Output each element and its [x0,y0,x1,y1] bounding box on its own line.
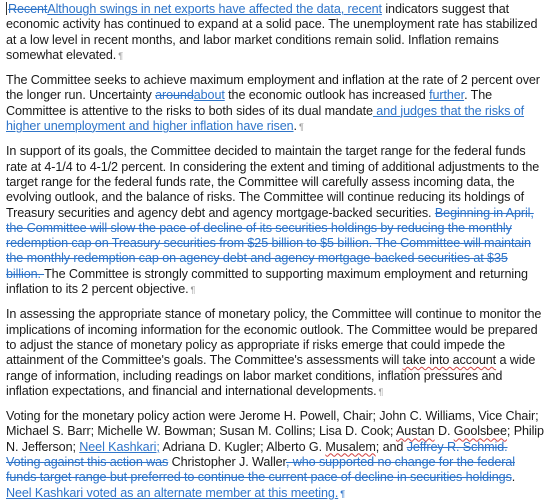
text-run: The Committee is strongly committed to supporting maximum employment and returning inflation to its 2 percent objective. [6,266,528,297]
spellcheck-flag: take into account [402,353,497,368]
paragraph-mark-icon: ¶ [118,50,123,61]
text-run: . [511,470,516,485]
text-run: Voting for the monetary policy action were Jerome H. Powell, Chair; John C. Williams, Vice Chair; Michael S. Barr; Michelle W. Bowman; Susan M. Collins; Lisa D. Cook; [6,409,539,439]
tracked-deletion: around [155,88,194,103]
text-run: In assessing the appropriate stance of monetary policy, the Committee will continue to monitor the implications of incoming information for the economic outlook. The Committee would be prepared to adjust the stance of monetary policy as appropriate if risks emerge that could impede the attainment of the Committee's goals. The Committee's assessments will [6,307,542,368]
tracked-insertion: and judges that the risks of higher unemployment and higher inflation have risen [6,103,525,134]
spellcheck-flag: Musalem [325,439,376,454]
text-run: . The Committee is attentive to the risks to both sides of its dual mandate [6,88,493,118]
text-run: the economic outlook has increased [224,88,430,103]
paragraph-mark-icon: ¶ [378,386,384,397]
spellcheck-flag: Goolsbee [453,424,507,439]
paragraph-mark-icon: ¶ [298,122,304,133]
tracked-deletion: Jeffrey R. Schmid. Voting against this action was [6,439,508,470]
tracked-deletion: , who supported no change for the federal funds target range but preferred to continue the current pace of decline in securities holdings [6,455,515,485]
paragraph-1[interactable] [6,2,544,64]
tracked-deletion: Beginning in April, the Committee will slow the pace of decline of its securities holdings by reducing the monthly redemption cap on Treasury securities from $25 billion to $5 billion. The Committee will maintain the monthly redemption cap on agency debt and agency mortgage-backed securities at $35 billion. [6,205,534,281]
tracked-insertion: further [429,88,465,103]
text-run: Adriana D. Kugler; Alberto G. [159,439,326,454]
paragraph-4[interactable] [6,307,544,400]
tracked-insertion: Although swings in net exports have affected the data, recent [47,2,382,16]
text-run: In support of its goals, the Committee decided to maintain the target range for the federal funds rate at 4-1/4 to 4-1/2 percent. In considering the extent and timing of additional adjustments to the target range for the federal funds rate, the Committee will carefully assess incoming data, the evolving outlook, and the balance of risks. The Committee will continue reducing its holdings of Treasury securities and agency debt and agency mortgage-backed securities. [6,144,540,220]
paragraph-5[interactable] [6,409,544,502]
text-cursor [6,2,7,15]
tracked-insertion: Neel Kashkari voted as an alternate member at this meeting [6,485,335,500]
text-run: ; and [375,439,407,454]
text-run: indicators suggest that economic activity has continued to expand at a solid pace. The unemployment rate has stabilized at a low level in recent months, and labor market conditions remain solid. Inflation remains somewhat elevated. [6,2,538,62]
text-run: The Committee seeks to achieve maximum employment and inflation at the rate of 2 percent over the longer run. Uncertainty [6,73,540,103]
text-run: D. [434,424,454,439]
text-run: Christopher J. Waller [168,455,286,470]
text-run: ; Philip N. Jefferson; [6,424,544,454]
paragraph-2[interactable] [6,73,544,135]
paragraph-3[interactable] [6,144,544,298]
tracked-insertion: . [334,485,339,500]
spellcheck-flag: Austan [395,424,435,439]
tracked-insertion: about [193,88,225,103]
paragraph-mark-icon: ¶ [190,285,196,296]
tracked-deletion: Recent [8,2,48,16]
text-run: . [293,119,297,134]
paragraph-mark-icon: ¶ [340,488,345,499]
tracked-insertion: Neel Kashkari; [79,439,160,454]
text-run: a wide range of information, including readings on labor market conditions, inflation pressures and inflation expectations, and financial and international developments. [6,353,536,398]
